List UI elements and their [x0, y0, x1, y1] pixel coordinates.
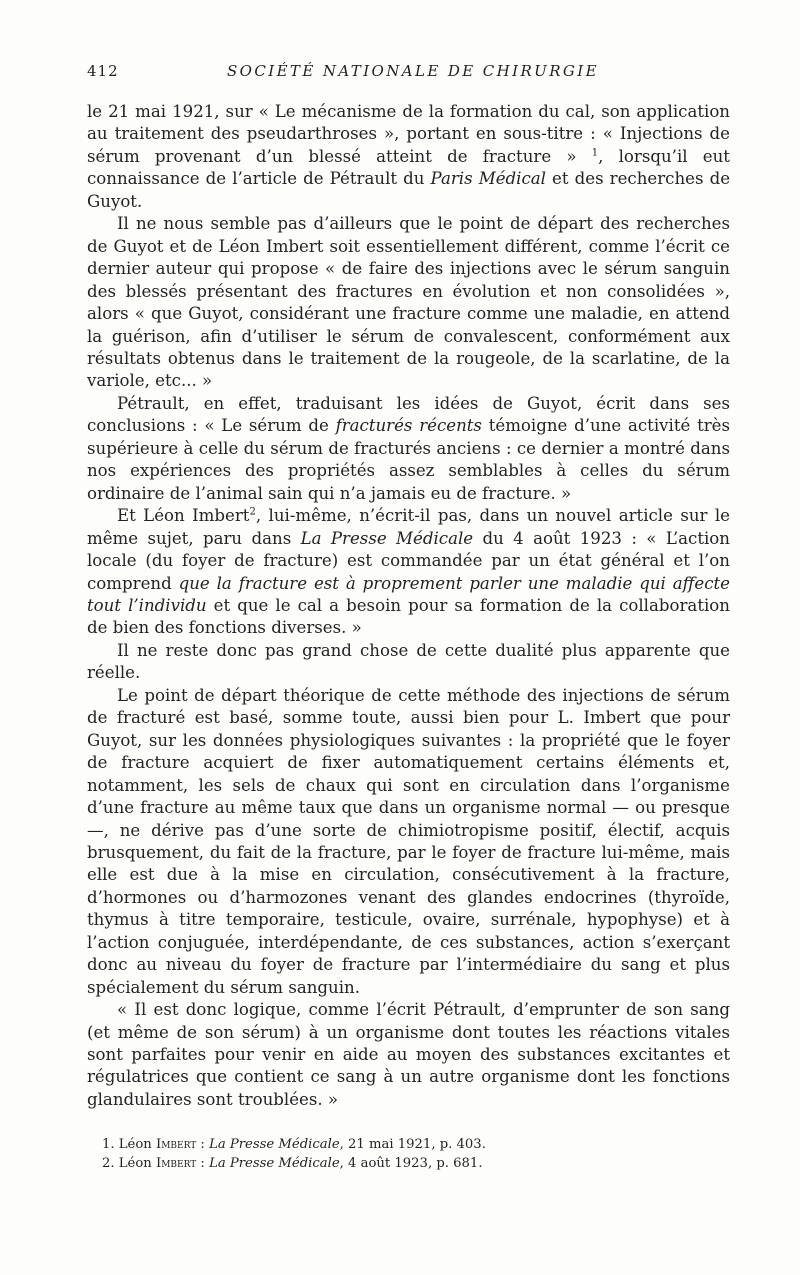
paragraph-5: Il ne reste donc pas grand chose de cette dualité plus apparente que réelle. [87, 640, 730, 683]
running-title: SOCIÉTÉ NATIONALE DE CHIRURGIE [227, 62, 599, 80]
paragraph-text: et des recherches de Guyot. [87, 169, 731, 211]
paragraph-text: , lui-même, n’écrit-il pas, dans un nouvel article sur le même sujet, paru dans [87, 506, 730, 548]
footnotes [102, 1136, 722, 1173]
paragraph-text: témoigne d’une activité très supérieure à celle du sérum de fracturés anciens : ce dernier a montré dans nos expériences des propriétés assez semblables à celles du sérum ordinaire de l’animal sain qui n’a jamais eu de fracture. » [87, 416, 731, 503]
italic-quote: que la fracture est à proprement parler une maladie qui affecte tout l’individu [87, 573, 730, 615]
paragraph-1 [87, 101, 730, 213]
paragraph-text: du 4 août 1923 : « L’action locale (du foyer de fracture) est commandée par un état général et l’on comprend [87, 528, 730, 593]
italic-title: La Presse Médicale [300, 528, 474, 548]
paragraph-text: , lorsqu’il eut connaissance de l’article de Pétrault du [87, 146, 730, 189]
footnote-ref-1: 1 [591, 147, 599, 159]
paragraph-2: Il ne nous semble pas d’ailleurs que le point de départ des recherches de Guyot et de Léon Imbert soit essentiellement différent, comme l’écrit ce dernier auteur qui propose « de faire des injections avec le sérum sanguin des blessés présentant des fractures en évolution et non consolidées », alors « que Guyot, considérant une fracture comme une maladie, en attend la guérison, afin d’utiliser le sérum de convalescent, conformément aux résultats obtenus dans le traitement de la rougeole, de la scarlatine, de la variole, etc... » [87, 214, 730, 391]
footnote-author-first: Léon [118, 1137, 152, 1152]
paragraph-text: le 21 mai 1921, sur « Le mécanisme de la formation du cal, son application au traitement des pseudarthroses », portant en sous-titre : « Injections de sérum provenant d’un blessé atteint de fracture » [87, 102, 730, 166]
footnote-2: 2. Léon Imbert : La Presse Médicale, 4 août 1923, p. 681. [102, 1155, 483, 1171]
footnote-journal: La Presse Médicale [209, 1155, 340, 1171]
paragraph-4 [87, 505, 730, 640]
paragraph-text: Et Léon Imbert [117, 506, 250, 526]
footnote-author-last: Imbert [156, 1155, 197, 1171]
paragraph-3 [87, 393, 730, 505]
running-head [87, 62, 727, 86]
paragraph-6: Le point de départ théorique de cette méthode des injections de sérum de fracturé est basé, somme toute, aussi bien pour L. Imbert que pour Guyot, sur les données physiologiques suivantes : la propriété que le foyer de fracture acquiert de fixer automatiquement certains éléments et, notamment, les sels de chaux qui sont en circulation dans l’organisme d’une fracture au même taux que dans un organisme normal — ou presque —, ne dérive pas d’une sorte de chimiotropisme positif, électif, acquis brusquement, du fait de la fracture, par le foyer de fracture lui-même, mais elle est due à la mise en circulation, consécutivement à la fracture, d’hormones ou d’harmozones venant des glandes endocrines (thyroïde, thymus à titre temporaire, testicule, ovaire, surrénale, hypophyse) et à l’action conjuguée, interdépendante, de ces substances, action s’exerçant donc au niveau du foyer de fracture par l’intermédiaire du sang et plus spécialement du sérum sanguin. [87, 685, 730, 997]
footnote-journal: La Presse Médicale [209, 1137, 340, 1152]
page-number: 412 [87, 62, 119, 80]
italic-title: Paris Médical [430, 169, 546, 189]
paragraph-text: Pétrault, en effet, traduisant les idées de Guyot, écrit dans ses conclusions : « Le sérum de [87, 393, 730, 436]
footnote-details: , 4 août 1923, p. 681. [339, 1155, 483, 1171]
footnote-author-first: Léon [118, 1155, 152, 1171]
footnote-number: 2. [102, 1155, 115, 1171]
body-text [87, 101, 730, 1111]
footnote-ref-2: 2 [249, 506, 256, 518]
paragraph-text: et que le cal a besoin pour sa formation de la collaboration de bien des fonctions diverses. » [87, 595, 730, 638]
italic-phrase: fracturés récents [335, 416, 482, 436]
footnote-1: 1. Léon Imbert : La Presse Médicale, 21 mai 1921, p. 403. [102, 1137, 486, 1152]
footnote-details: , 21 mai 1921, p. 403. [339, 1137, 486, 1152]
footnote-author-last: Imbert [156, 1137, 197, 1152]
footnote-number: 1. [102, 1137, 115, 1152]
paragraph-7: « Il est donc logique, comme l’écrit Pétrault, d’emprunter de son sang (et même de son sérum) à un organisme dont toutes les réactions vitales sont parfaites pour venir en aide au moyen des substances excitantes et régulatrices que contient ce sang à un autre organisme dont les fonctions glandulaires sont troublées. » [87, 1000, 730, 1109]
